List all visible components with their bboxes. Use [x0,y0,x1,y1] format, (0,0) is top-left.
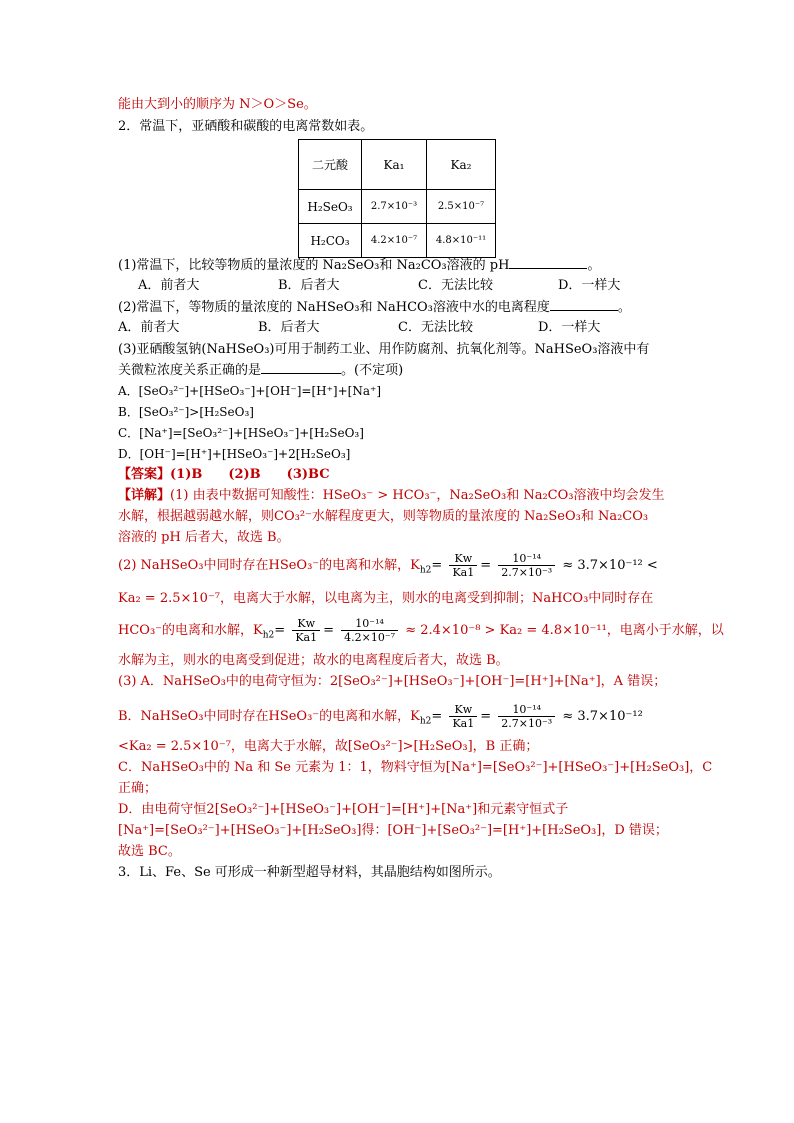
question-2-stem: 2．常温下，亚硒酸和碳酸的电离常数如表。 [118,119,374,134]
table-cell: H₂CO₃ [299,224,362,258]
detail-3-line7: [Na⁺]=[SeO₃²⁻]+[HSeO₃⁻]+[H₂SeO₃]得：[OH⁻]+[SeO₃²⁻]=[H⁺]+[H₂SeO₃]，D 错误； [118,823,668,838]
question-2-1 [118,256,600,275]
detail-3-line2: B．NaHSeO₃中同时存在HSeO₃⁻的电离和水解，$K_{h2}=$ $\frac{Kw}{Ka1}$ = $\frac{\text{10⁻¹⁴}}{\text{2.7×10⁻³}}$ ≈ 3.7×10⁻¹² [118,703,643,730]
option-c: C．无法比较 [418,278,493,293]
option-b: B．后者大 [278,278,340,293]
detail-text: (1) 由表中数据可知酸性：HSeO₃⁻ > HCO₃⁻，Na₂SeO₃和 Na₂CO₃溶液中均会发生 [170,488,665,503]
question-text: 关微粒浓度关系正确的是 [118,363,262,378]
detail-3-line3: <Ka₂ = 2.5×10⁻⁷，电离大于水解，故[SeO₃²⁻]>[H₂SeO₃]，B 正确； [118,739,539,754]
question-2-2 [118,298,631,317]
answer-line: 【答案】(1)B (2)B (3)BC [118,467,330,482]
option-c-relation: C．[Na⁺]=[SeO₃²⁻]+[HSeO₃⁻]+[H₂SeO₃] [118,426,364,440]
question-text-end: 。 [587,258,601,273]
detail-3-line6: D．由电荷守恒2[SeO₃²⁻]+[HSeO₃⁻]+[OH⁻]=[H⁺]+[Na⁺]和元素守恒式子 [118,802,569,817]
fraction-kw-ka1: $\frac{Kw}{Ka1}$ [292,617,320,644]
detail-1-line3: 溶液的 pH 后者大，故选 B。 [118,530,290,545]
table-cell: H₂SeO₃ [299,190,362,224]
detail-text: HCO₃⁻的电离和水解，K [118,623,263,638]
approx-value: ≈ 3.7×10⁻¹² < [562,558,658,573]
fraction-value: $\frac{\text{10⁻¹⁴}}{\text{2.7×10⁻³}}$ [498,703,555,730]
detail-1-line1 [118,487,665,505]
table-header-row [299,140,496,190]
detail-1-line2: 水解，根据越弱越水解，则CO₃²⁻水解程度更大，则等物质的量浓度的 Na₂SeO₃和 Na₂CO₃ [118,509,649,524]
answer-blank [509,256,587,269]
approx-value: ≈ 3.7×10⁻¹² [562,709,643,724]
question-2-2-options [118,319,600,337]
detail-2-line4: 水解为主，则水的电离受到促进；故水的电离程度后者大，故选 B。 [118,653,509,668]
table-cell: 2.5×10⁻⁷ [427,190,496,224]
answer-blank [261,361,341,374]
table-header-cell: Ka₁ [362,140,427,190]
fraction-kw-ka1: $\frac{Kw}{Ka1}$ [449,703,477,730]
question-2-1-options [138,277,620,295]
question-2-3-line2 [118,361,403,380]
option-d-relation: D．[OH⁻]=[H⁺]+[HSeO₃⁻]+2[H₂SeO₃] [118,447,351,461]
fraction-value: $\frac{\text{10⁻¹⁴}}{\text{2.7×10⁻³}}$ [498,552,555,579]
option-a-relation: A．[SeO₃²⁻]+[HSeO₃⁻]+[OH⁻]=[H⁺]+[Na⁺] [118,384,382,398]
detail-3-line4: C．NaHSeO₃中的 Na 和 Se 元素为 1：1，物料守恒为[Na⁺]=[SeO₃²⁻]+[HSeO₃⁻]+[H₂SeO₃]，C [118,760,713,775]
subscript-h2: h2 [419,565,432,576]
table-cell: 2.7×10⁻³ [362,190,427,224]
equals-sign: = [431,558,443,573]
question-text: (1)常温下，比较等物质的量浓度的 Na₂SeO₃和 Na₂CO₃溶液的 pH [118,258,510,273]
table-row [299,224,496,258]
detail-text: (2) NaHSeO₃中同时存在HSeO₃⁻的电离和水解，K [118,558,420,573]
ionization-constant-table [298,139,496,258]
table-header-cell: 二元酸 [299,140,362,190]
option-b: B．后者大 [258,320,320,335]
question-text-end: 。(不定项) [341,363,404,378]
option-b-relation: B．[SeO₃²⁻]>[H₂SeO₃] [118,405,254,419]
answer-blank [550,298,618,311]
table-header-cell: Ka₂ [427,140,496,190]
option-c: C．无法比较 [398,320,473,335]
option-d: D．一样大 [558,278,621,293]
detail-2-line1: (2) NaHSeO₃中同时存在HSeO₃⁻的电离和水解，$K_{h2}=$ $\frac{Kw}{Ka1}$ = $\frac{\text{10⁻¹⁴}}{\text{2.7×10⁻³}}$ ≈ 3.7×10⁻¹² < [118,552,658,579]
subscript-h2: h2 [419,716,432,727]
table-row [299,190,496,224]
table-cell: 4.8×10⁻¹¹ [427,224,496,258]
question-3-stem: 3．Li、Fe、Se 可形成一种新型超导材料，其晶胞结构如图所示。 [118,865,501,880]
subscript-h2: h2 [262,630,275,641]
question-text: (2)常温下，等物质的量浓度的 NaHSeO₃和 NaHCO₃溶液中水的电离程度 [118,300,550,315]
detail-3-line5: 正确； [118,781,158,796]
detail-2-line3: HCO₃⁻的电离和水解，$K_{h2}=$ $\frac{Kw}{Ka1}$ = $\frac{\text{10⁻¹⁴}}{\text{4.2×10⁻⁷}}$ ≈ 2.4×10⁻⁸ > Ka₂ = 4.8×10⁻¹¹，电离小于水解，以 [118,617,724,644]
fraction-kw-ka1: $\frac{Kw}{Ka1}$ [449,552,477,579]
option-a: A．前者大 [118,320,180,335]
question-2-3-line1: (3)亚硒酸氢钠(NaHSeO₃)可用于制药工业、用作防腐剂、抗氧化剂等。NaHSeO₃溶液中有 [118,342,650,357]
detail-text: B．NaHSeO₃中同时存在HSeO₃⁻的电离和水解，K [118,709,420,724]
fraction-value: $\frac{\text{10⁻¹⁴}}{\text{4.2×10⁻⁷}}$ [341,617,398,644]
option-d: D．一样大 [538,320,601,335]
question-text-end: 。 [617,300,631,315]
table-cell: 4.2×10⁻⁷ [362,224,427,258]
detail-3-line8: 故选 BC。 [118,844,181,859]
detail-3-line1: (3) A．NaHSeO₃中的电荷守恒为：2[SeO₃²⁻]+[HSeO₃⁻]+[OH⁻]=[H⁺]+[Na⁺]，A 错误； [118,674,667,689]
approx-value: ≈ 2.4×10⁻⁸ > Ka₂ = 4.8×10⁻¹¹，电离小于水解，以 [405,623,724,638]
detail-label: 【详解】 [118,488,171,503]
previous-answer-end: 能由大到小的顺序为 N＞O＞Se。 [118,97,317,112]
option-a: A．前者大 [138,278,200,293]
detail-2-line2: Ka₂ = 2.5×10⁻⁷，电离大于水解，以电离为主，则水的电离受到抑制；NaHCO₃中同时存在 [118,591,654,606]
